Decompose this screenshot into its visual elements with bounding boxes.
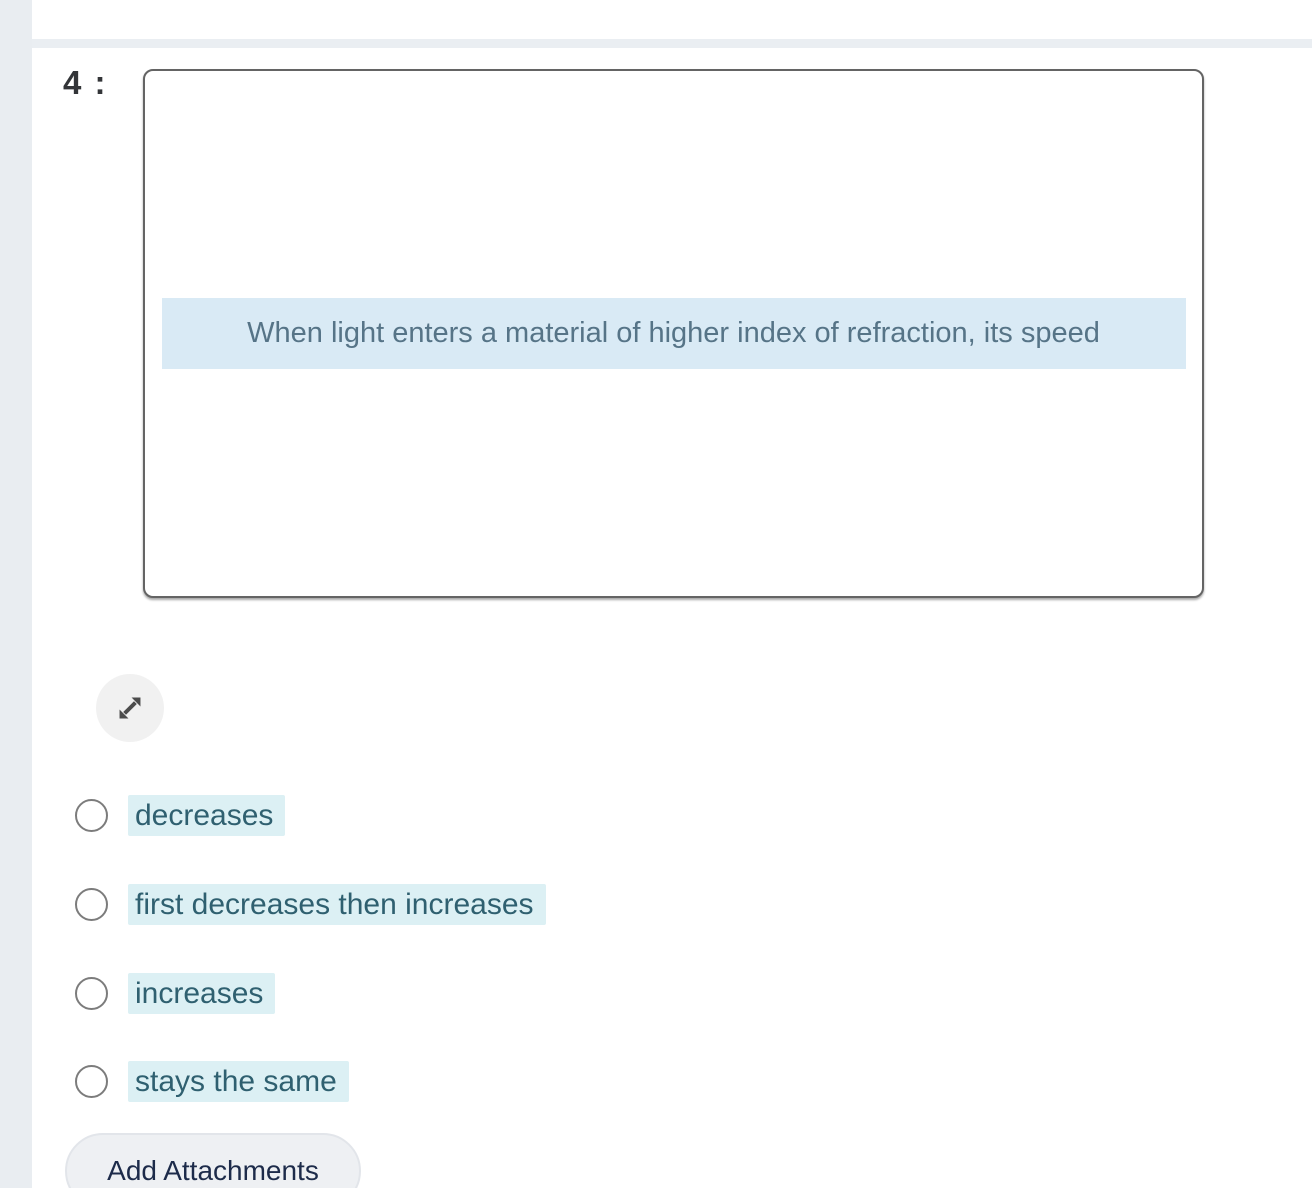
top-divider-band: [32, 39, 1312, 48]
option-radio[interactable]: [75, 888, 108, 921]
expand-button[interactable]: [96, 674, 164, 742]
option-row[interactable]: [75, 884, 546, 925]
question-preview-box: [143, 69, 1204, 598]
question-text-highlight: [162, 298, 1186, 369]
option-label[interactable]: increases: [128, 973, 275, 1014]
option-label[interactable]: stays the same: [128, 1061, 349, 1102]
option-row[interactable]: [75, 1061, 349, 1102]
add-attachments-label: Add Attachments: [107, 1155, 319, 1186]
option-row[interactable]: [75, 973, 275, 1014]
option-radio[interactable]: [75, 977, 108, 1010]
left-gutter: [0, 0, 32, 1188]
option-radio[interactable]: [75, 799, 108, 832]
option-label[interactable]: first decreases then increases: [128, 884, 546, 925]
question-text: When light enters a material of higher index of refraction, its speed: [247, 317, 1100, 349]
option-label[interactable]: decreases: [128, 795, 285, 836]
add-attachments-button[interactable]: [65, 1133, 361, 1188]
option-row[interactable]: [75, 795, 285, 836]
option-radio[interactable]: [75, 1065, 108, 1098]
expand-icon: [113, 691, 147, 725]
question-number: 4 :: [63, 64, 108, 101]
